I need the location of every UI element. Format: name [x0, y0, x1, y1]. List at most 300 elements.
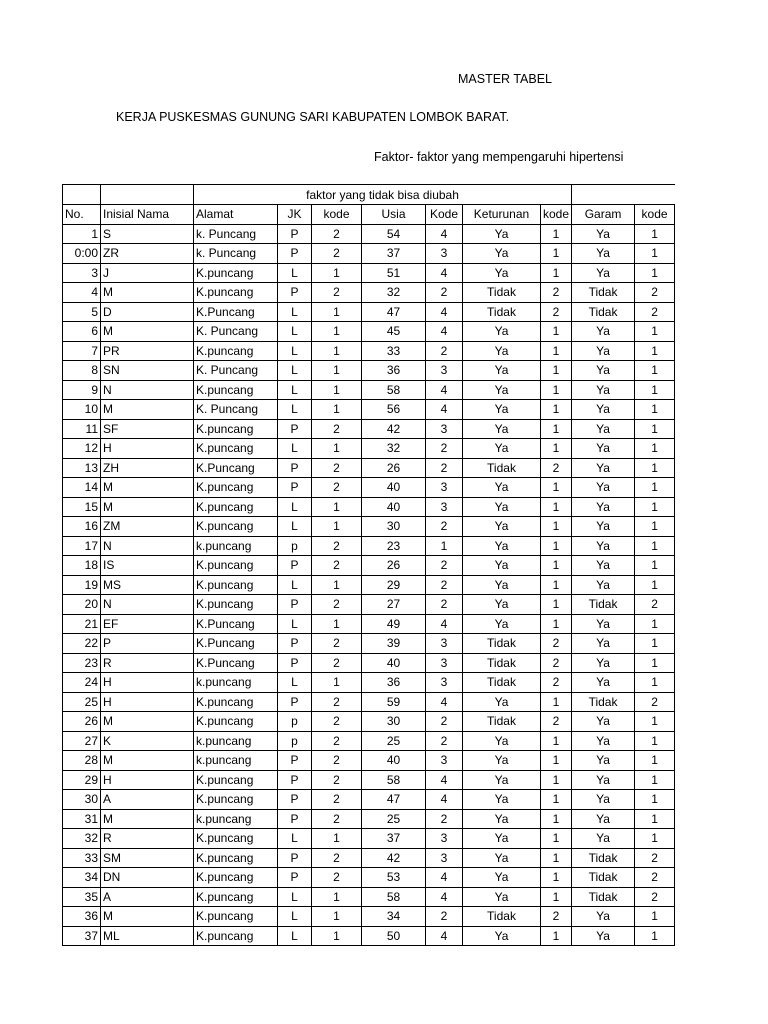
cell-no: 13 — [63, 458, 101, 478]
cell-kode-garam: 1 — [635, 478, 675, 498]
cell-kode-usia: 2 — [426, 712, 463, 732]
cell-keturunan: Ya — [463, 536, 541, 556]
cell-keturunan: Ya — [463, 224, 541, 244]
cell-jk: P — [278, 790, 312, 810]
cell-alamat: K.puncang — [194, 848, 278, 868]
cell-keturunan: Tidak — [463, 712, 541, 732]
cell-kode-keturunan: 1 — [541, 361, 572, 381]
column-header-usia: Usia — [362, 205, 426, 225]
cell-kode-garam: 1 — [635, 790, 675, 810]
cell-kode-keturunan: 2 — [541, 673, 572, 693]
table-row — [63, 887, 675, 907]
cell-kode-jk: 2 — [312, 809, 362, 829]
table-row — [63, 907, 675, 927]
cell-kode-garam: 1 — [635, 263, 675, 283]
cell-kode-keturunan: 1 — [541, 478, 572, 498]
cell-inisial-nama: N — [101, 595, 194, 615]
cell-kode-keturunan: 1 — [541, 790, 572, 810]
cell-kode-keturunan: 1 — [541, 829, 572, 849]
cell-keturunan: Ya — [463, 341, 541, 361]
cell-kode-garam: 1 — [635, 536, 675, 556]
table-row — [63, 244, 675, 264]
cell-usia: 30 — [362, 517, 426, 537]
cell-kode-usia: 4 — [426, 302, 463, 322]
cell-kode-usia: 4 — [426, 224, 463, 244]
cell-garam: Ya — [572, 458, 635, 478]
cell-kode-keturunan: 1 — [541, 439, 572, 459]
cell-usia: 58 — [362, 770, 426, 790]
cell-alamat: k.puncang — [194, 673, 278, 693]
cell-kode-jk: 2 — [312, 868, 362, 888]
table-row — [63, 653, 675, 673]
cell-kode-usia: 4 — [426, 614, 463, 634]
cell-no: 5 — [63, 302, 101, 322]
cell-alamat: K.puncang — [194, 692, 278, 712]
cell-alamat: K.Puncang — [194, 614, 278, 634]
cell-jk: P — [278, 283, 312, 303]
cell-kode-garam: 1 — [635, 634, 675, 654]
cell-no: 17 — [63, 536, 101, 556]
cell-kode-keturunan: 1 — [541, 848, 572, 868]
cell-garam: Ya — [572, 790, 635, 810]
cell-usia: 32 — [362, 283, 426, 303]
cell-usia: 33 — [362, 341, 426, 361]
cell-alamat: K.puncang — [194, 712, 278, 732]
column-header-kode-keturunan: kode — [541, 205, 572, 225]
cell-keturunan: Ya — [463, 692, 541, 712]
cell-no: 3 — [63, 263, 101, 283]
cell-alamat: K.puncang — [194, 517, 278, 537]
group-header-label: faktor yang tidak bisa diubah — [194, 185, 572, 205]
cell-kode-garam: 1 — [635, 907, 675, 927]
cell-kode-garam: 2 — [635, 283, 675, 303]
table-row — [63, 751, 675, 771]
cell-garam: Ya — [572, 809, 635, 829]
cell-kode-usia: 4 — [426, 868, 463, 888]
cell-kode-keturunan: 1 — [541, 614, 572, 634]
cell-jk: L — [278, 926, 312, 946]
cell-keturunan: Tidak — [463, 653, 541, 673]
column-header-row — [63, 205, 675, 225]
cell-alamat: K.puncang — [194, 341, 278, 361]
column-header-kode-jk: kode — [312, 205, 362, 225]
cell-keturunan: Ya — [463, 790, 541, 810]
cell-usia: 51 — [362, 263, 426, 283]
cell-keturunan: Ya — [463, 770, 541, 790]
cell-jk: L — [278, 887, 312, 907]
table-row — [63, 595, 675, 615]
cell-usia: 40 — [362, 497, 426, 517]
cell-no: 7 — [63, 341, 101, 361]
cell-kode-usia: 4 — [426, 692, 463, 712]
master-table — [62, 184, 675, 946]
cell-kode-keturunan: 1 — [541, 322, 572, 342]
cell-kode-usia: 4 — [426, 887, 463, 907]
cell-alamat: k.puncang — [194, 731, 278, 751]
cell-inisial-nama: MS — [101, 575, 194, 595]
cell-usia: 47 — [362, 302, 426, 322]
cell-inisial-nama: R — [101, 653, 194, 673]
cell-no: 18 — [63, 556, 101, 576]
group-header-blank-nama — [101, 185, 194, 205]
cell-kode-garam: 1 — [635, 673, 675, 693]
master-table-body — [63, 185, 675, 946]
cell-jk: L — [278, 322, 312, 342]
cell-keturunan: Ya — [463, 868, 541, 888]
cell-kode-garam: 1 — [635, 458, 675, 478]
cell-keturunan: Ya — [463, 848, 541, 868]
cell-kode-keturunan: 1 — [541, 887, 572, 907]
cell-alamat: K.puncang — [194, 887, 278, 907]
cell-garam: Ya — [572, 439, 635, 459]
cell-no: 35 — [63, 887, 101, 907]
cell-kode-jk: 1 — [312, 380, 362, 400]
column-header-keturunan: Keturunan — [463, 205, 541, 225]
cell-usia: 23 — [362, 536, 426, 556]
cell-kode-jk: 1 — [312, 400, 362, 420]
cell-garam: Ya — [572, 536, 635, 556]
cell-usia: 36 — [362, 673, 426, 693]
cell-alamat: K.Puncang — [194, 653, 278, 673]
cell-kode-keturunan: 1 — [541, 263, 572, 283]
cell-kode-jk: 2 — [312, 283, 362, 303]
cell-inisial-nama: M — [101, 400, 194, 420]
cell-usia: 45 — [362, 322, 426, 342]
cell-keturunan: Ya — [463, 731, 541, 751]
cell-keturunan: Ya — [463, 419, 541, 439]
cell-kode-garam: 2 — [635, 848, 675, 868]
cell-usia: 59 — [362, 692, 426, 712]
cell-alamat: K.puncang — [194, 770, 278, 790]
cell-no: 14 — [63, 478, 101, 498]
cell-no: 37 — [63, 926, 101, 946]
table-row — [63, 809, 675, 829]
cell-kode-jk: 2 — [312, 458, 362, 478]
cell-alamat: K.Puncang — [194, 634, 278, 654]
cell-inisial-nama: SM — [101, 848, 194, 868]
cell-jk: P — [278, 692, 312, 712]
column-header-inisial-nama: Inisial Nama — [101, 205, 194, 225]
cell-inisial-nama: PR — [101, 341, 194, 361]
cell-usia: 58 — [362, 380, 426, 400]
cell-alamat: K.puncang — [194, 419, 278, 439]
cell-kode-garam: 1 — [635, 380, 675, 400]
cell-keturunan: Ya — [463, 926, 541, 946]
table-row — [63, 614, 675, 634]
cell-inisial-nama: H — [101, 770, 194, 790]
cell-kode-garam: 1 — [635, 770, 675, 790]
cell-kode-usia: 3 — [426, 653, 463, 673]
cell-keturunan: Ya — [463, 614, 541, 634]
cell-inisial-nama: N — [101, 380, 194, 400]
table-row — [63, 497, 675, 517]
cell-usia: 25 — [362, 809, 426, 829]
table-row — [63, 517, 675, 537]
cell-no: 16 — [63, 517, 101, 537]
cell-kode-keturunan: 1 — [541, 536, 572, 556]
cell-alamat: K.puncang — [194, 926, 278, 946]
cell-kode-keturunan: 1 — [541, 400, 572, 420]
cell-usia: 40 — [362, 478, 426, 498]
cell-kode-jk: 2 — [312, 848, 362, 868]
cell-usia: 58 — [362, 887, 426, 907]
cell-kode-jk: 1 — [312, 614, 362, 634]
cell-inisial-nama: DN — [101, 868, 194, 888]
cell-jk: L — [278, 829, 312, 849]
cell-jk: P — [278, 868, 312, 888]
cell-inisial-nama: SN — [101, 361, 194, 381]
cell-kode-usia: 3 — [426, 848, 463, 868]
cell-inisial-nama: M — [101, 809, 194, 829]
cell-inisial-nama: M — [101, 283, 194, 303]
cell-jk: p — [278, 712, 312, 732]
cell-garam: Ya — [572, 380, 635, 400]
cell-usia: 29 — [362, 575, 426, 595]
cell-keturunan: Ya — [463, 478, 541, 498]
cell-kode-usia: 3 — [426, 244, 463, 264]
cell-kode-usia: 2 — [426, 517, 463, 537]
cell-kode-garam: 2 — [635, 887, 675, 907]
cell-jk: P — [278, 770, 312, 790]
table-row — [63, 556, 675, 576]
cell-keturunan: Ya — [463, 322, 541, 342]
cell-inisial-nama: R — [101, 829, 194, 849]
table-row — [63, 439, 675, 459]
cell-alamat: K.puncang — [194, 283, 278, 303]
cell-usia: 53 — [362, 868, 426, 888]
column-header-kode-garam: kode — [635, 205, 675, 225]
cell-no: 9 — [63, 380, 101, 400]
cell-no: 8 — [63, 361, 101, 381]
cell-kode-jk: 2 — [312, 244, 362, 264]
cell-garam: Ya — [572, 751, 635, 771]
cell-kode-keturunan: 2 — [541, 283, 572, 303]
cell-usia: 47 — [362, 790, 426, 810]
cell-usia: 37 — [362, 244, 426, 264]
cell-kode-jk: 2 — [312, 751, 362, 771]
cell-usia: 42 — [362, 419, 426, 439]
cell-keturunan: Ya — [463, 439, 541, 459]
cell-no: 11 — [63, 419, 101, 439]
cell-kode-jk: 1 — [312, 907, 362, 927]
cell-keturunan: Ya — [463, 263, 541, 283]
cell-inisial-nama: J — [101, 263, 194, 283]
cell-keturunan: Ya — [463, 517, 541, 537]
cell-inisial-nama: SF — [101, 419, 194, 439]
cell-alamat: K.puncang — [194, 497, 278, 517]
cell-no: 25 — [63, 692, 101, 712]
cell-alamat: K.puncang — [194, 829, 278, 849]
table-row — [63, 848, 675, 868]
cell-kode-jk: 1 — [312, 361, 362, 381]
cell-no: 21 — [63, 614, 101, 634]
table-row — [63, 790, 675, 810]
cell-inisial-nama: K — [101, 731, 194, 751]
cell-inisial-nama: ML — [101, 926, 194, 946]
cell-kode-jk: 2 — [312, 790, 362, 810]
cell-jk: L — [278, 341, 312, 361]
cell-usia: 27 — [362, 595, 426, 615]
cell-keturunan: Ya — [463, 829, 541, 849]
cell-jk: L — [278, 673, 312, 693]
cell-garam: Ya — [572, 478, 635, 498]
cell-usia: 54 — [362, 224, 426, 244]
cell-kode-jk: 2 — [312, 634, 362, 654]
table-row — [63, 536, 675, 556]
page-title: MASTER TABEL — [458, 72, 553, 86]
table-row — [63, 712, 675, 732]
cell-keturunan: Ya — [463, 809, 541, 829]
cell-no: 12 — [63, 439, 101, 459]
cell-kode-keturunan: 1 — [541, 770, 572, 790]
cell-no: 20 — [63, 595, 101, 615]
cell-alamat: K.puncang — [194, 439, 278, 459]
cell-kode-garam: 1 — [635, 244, 675, 264]
cell-jk: P — [278, 751, 312, 771]
cell-inisial-nama: M — [101, 497, 194, 517]
column-header-alamat: Alamat — [194, 205, 278, 225]
cell-jk: P — [278, 809, 312, 829]
cell-kode-keturunan: 1 — [541, 575, 572, 595]
cell-kode-garam: 2 — [635, 692, 675, 712]
cell-inisial-nama: M — [101, 478, 194, 498]
cell-kode-keturunan: 1 — [541, 224, 572, 244]
cell-jk: P — [278, 244, 312, 264]
cell-kode-garam: 1 — [635, 731, 675, 751]
cell-kode-keturunan: 1 — [541, 517, 572, 537]
cell-jk: L — [278, 400, 312, 420]
cell-keturunan: Ya — [463, 595, 541, 615]
cell-kode-usia: 3 — [426, 673, 463, 693]
table-row — [63, 224, 675, 244]
cell-usia: 37 — [362, 829, 426, 849]
cell-garam: Ya — [572, 614, 635, 634]
cell-garam: Ya — [572, 926, 635, 946]
table-row — [63, 322, 675, 342]
cell-jk: P — [278, 653, 312, 673]
cell-jk: P — [278, 634, 312, 654]
cell-keturunan: Ya — [463, 751, 541, 771]
cell-usia: 49 — [362, 614, 426, 634]
group-header-blank-no — [63, 185, 101, 205]
cell-kode-jk: 2 — [312, 556, 362, 576]
table-row — [63, 478, 675, 498]
table-row — [63, 575, 675, 595]
cell-keturunan: Ya — [463, 497, 541, 517]
cell-garam: Ya — [572, 361, 635, 381]
cell-jk: P — [278, 595, 312, 615]
cell-jk: L — [278, 614, 312, 634]
cell-kode-garam: 1 — [635, 419, 675, 439]
cell-keturunan: Ya — [463, 244, 541, 264]
cell-inisial-nama: D — [101, 302, 194, 322]
cell-kode-keturunan: 1 — [541, 244, 572, 264]
cell-kode-garam: 1 — [635, 400, 675, 420]
cell-garam: Ya — [572, 731, 635, 751]
cell-kode-garam: 1 — [635, 809, 675, 829]
cell-inisial-nama: M — [101, 712, 194, 732]
cell-garam: Ya — [572, 400, 635, 420]
cell-inisial-nama: A — [101, 887, 194, 907]
cell-no: 24 — [63, 673, 101, 693]
cell-alamat: K. Puncang — [194, 361, 278, 381]
cell-inisial-nama: N — [101, 536, 194, 556]
cell-kode-keturunan: 1 — [541, 751, 572, 771]
table-row — [63, 692, 675, 712]
cell-jk: L — [278, 263, 312, 283]
cell-kode-usia: 2 — [426, 341, 463, 361]
cell-garam: Ya — [572, 829, 635, 849]
group-header-blank-garam — [572, 185, 675, 205]
cell-no: 36 — [63, 907, 101, 927]
cell-keturunan: Tidak — [463, 673, 541, 693]
cell-kode-garam: 2 — [635, 868, 675, 888]
cell-kode-usia: 4 — [426, 926, 463, 946]
cell-kode-garam: 1 — [635, 751, 675, 771]
cell-garam: Ya — [572, 673, 635, 693]
cell-kode-usia: 3 — [426, 634, 463, 654]
cell-kode-usia: 3 — [426, 361, 463, 381]
table-row — [63, 419, 675, 439]
cell-no: 15 — [63, 497, 101, 517]
cell-kode-garam: 1 — [635, 361, 675, 381]
cell-garam: Ya — [572, 322, 635, 342]
cell-usia: 56 — [362, 400, 426, 420]
cell-alamat: K.puncang — [194, 790, 278, 810]
cell-jk: L — [278, 575, 312, 595]
cell-kode-garam: 1 — [635, 712, 675, 732]
cell-alamat: K. Puncang — [194, 322, 278, 342]
cell-kode-keturunan: 1 — [541, 926, 572, 946]
table-row — [63, 673, 675, 693]
cell-usia: 26 — [362, 458, 426, 478]
cell-kode-keturunan: 1 — [541, 380, 572, 400]
cell-kode-keturunan: 2 — [541, 712, 572, 732]
cell-kode-usia: 4 — [426, 790, 463, 810]
cell-kode-jk: 2 — [312, 224, 362, 244]
cell-garam: Ya — [572, 634, 635, 654]
cell-usia: 39 — [362, 634, 426, 654]
column-header-kode-usia: Kode — [426, 205, 463, 225]
cell-alamat: K.Puncang — [194, 302, 278, 322]
cell-no: 1 — [63, 224, 101, 244]
cell-garam: Ya — [572, 575, 635, 595]
cell-no: 19 — [63, 575, 101, 595]
cell-kode-keturunan: 2 — [541, 907, 572, 927]
cell-kode-keturunan: 1 — [541, 497, 572, 517]
cell-kode-garam: 1 — [635, 439, 675, 459]
cell-inisial-nama: P — [101, 634, 194, 654]
cell-alamat: k.puncang — [194, 536, 278, 556]
cell-kode-usia: 2 — [426, 731, 463, 751]
cell-garam: Ya — [572, 263, 635, 283]
cell-garam: Ya — [572, 770, 635, 790]
cell-inisial-nama: M — [101, 751, 194, 771]
cell-usia: 26 — [362, 556, 426, 576]
table-row — [63, 634, 675, 654]
cell-kode-usia: 2 — [426, 575, 463, 595]
cell-keturunan: Tidak — [463, 907, 541, 927]
cell-kode-keturunan: 1 — [541, 341, 572, 361]
cell-no: 33 — [63, 848, 101, 868]
cell-keturunan: Tidak — [463, 283, 541, 303]
cell-keturunan: Tidak — [463, 302, 541, 322]
cell-jk: P — [278, 458, 312, 478]
page-subtitle: KERJA PUSKESMAS GUNUNG SARI KABUPATEN LOMBOK BARAT. — [116, 110, 510, 124]
cell-kode-usia: 4 — [426, 400, 463, 420]
cell-alamat: K. Puncang — [194, 400, 278, 420]
faktor-heading: Faktor- faktor yang mempengaruhi hipertensi — [374, 150, 624, 164]
